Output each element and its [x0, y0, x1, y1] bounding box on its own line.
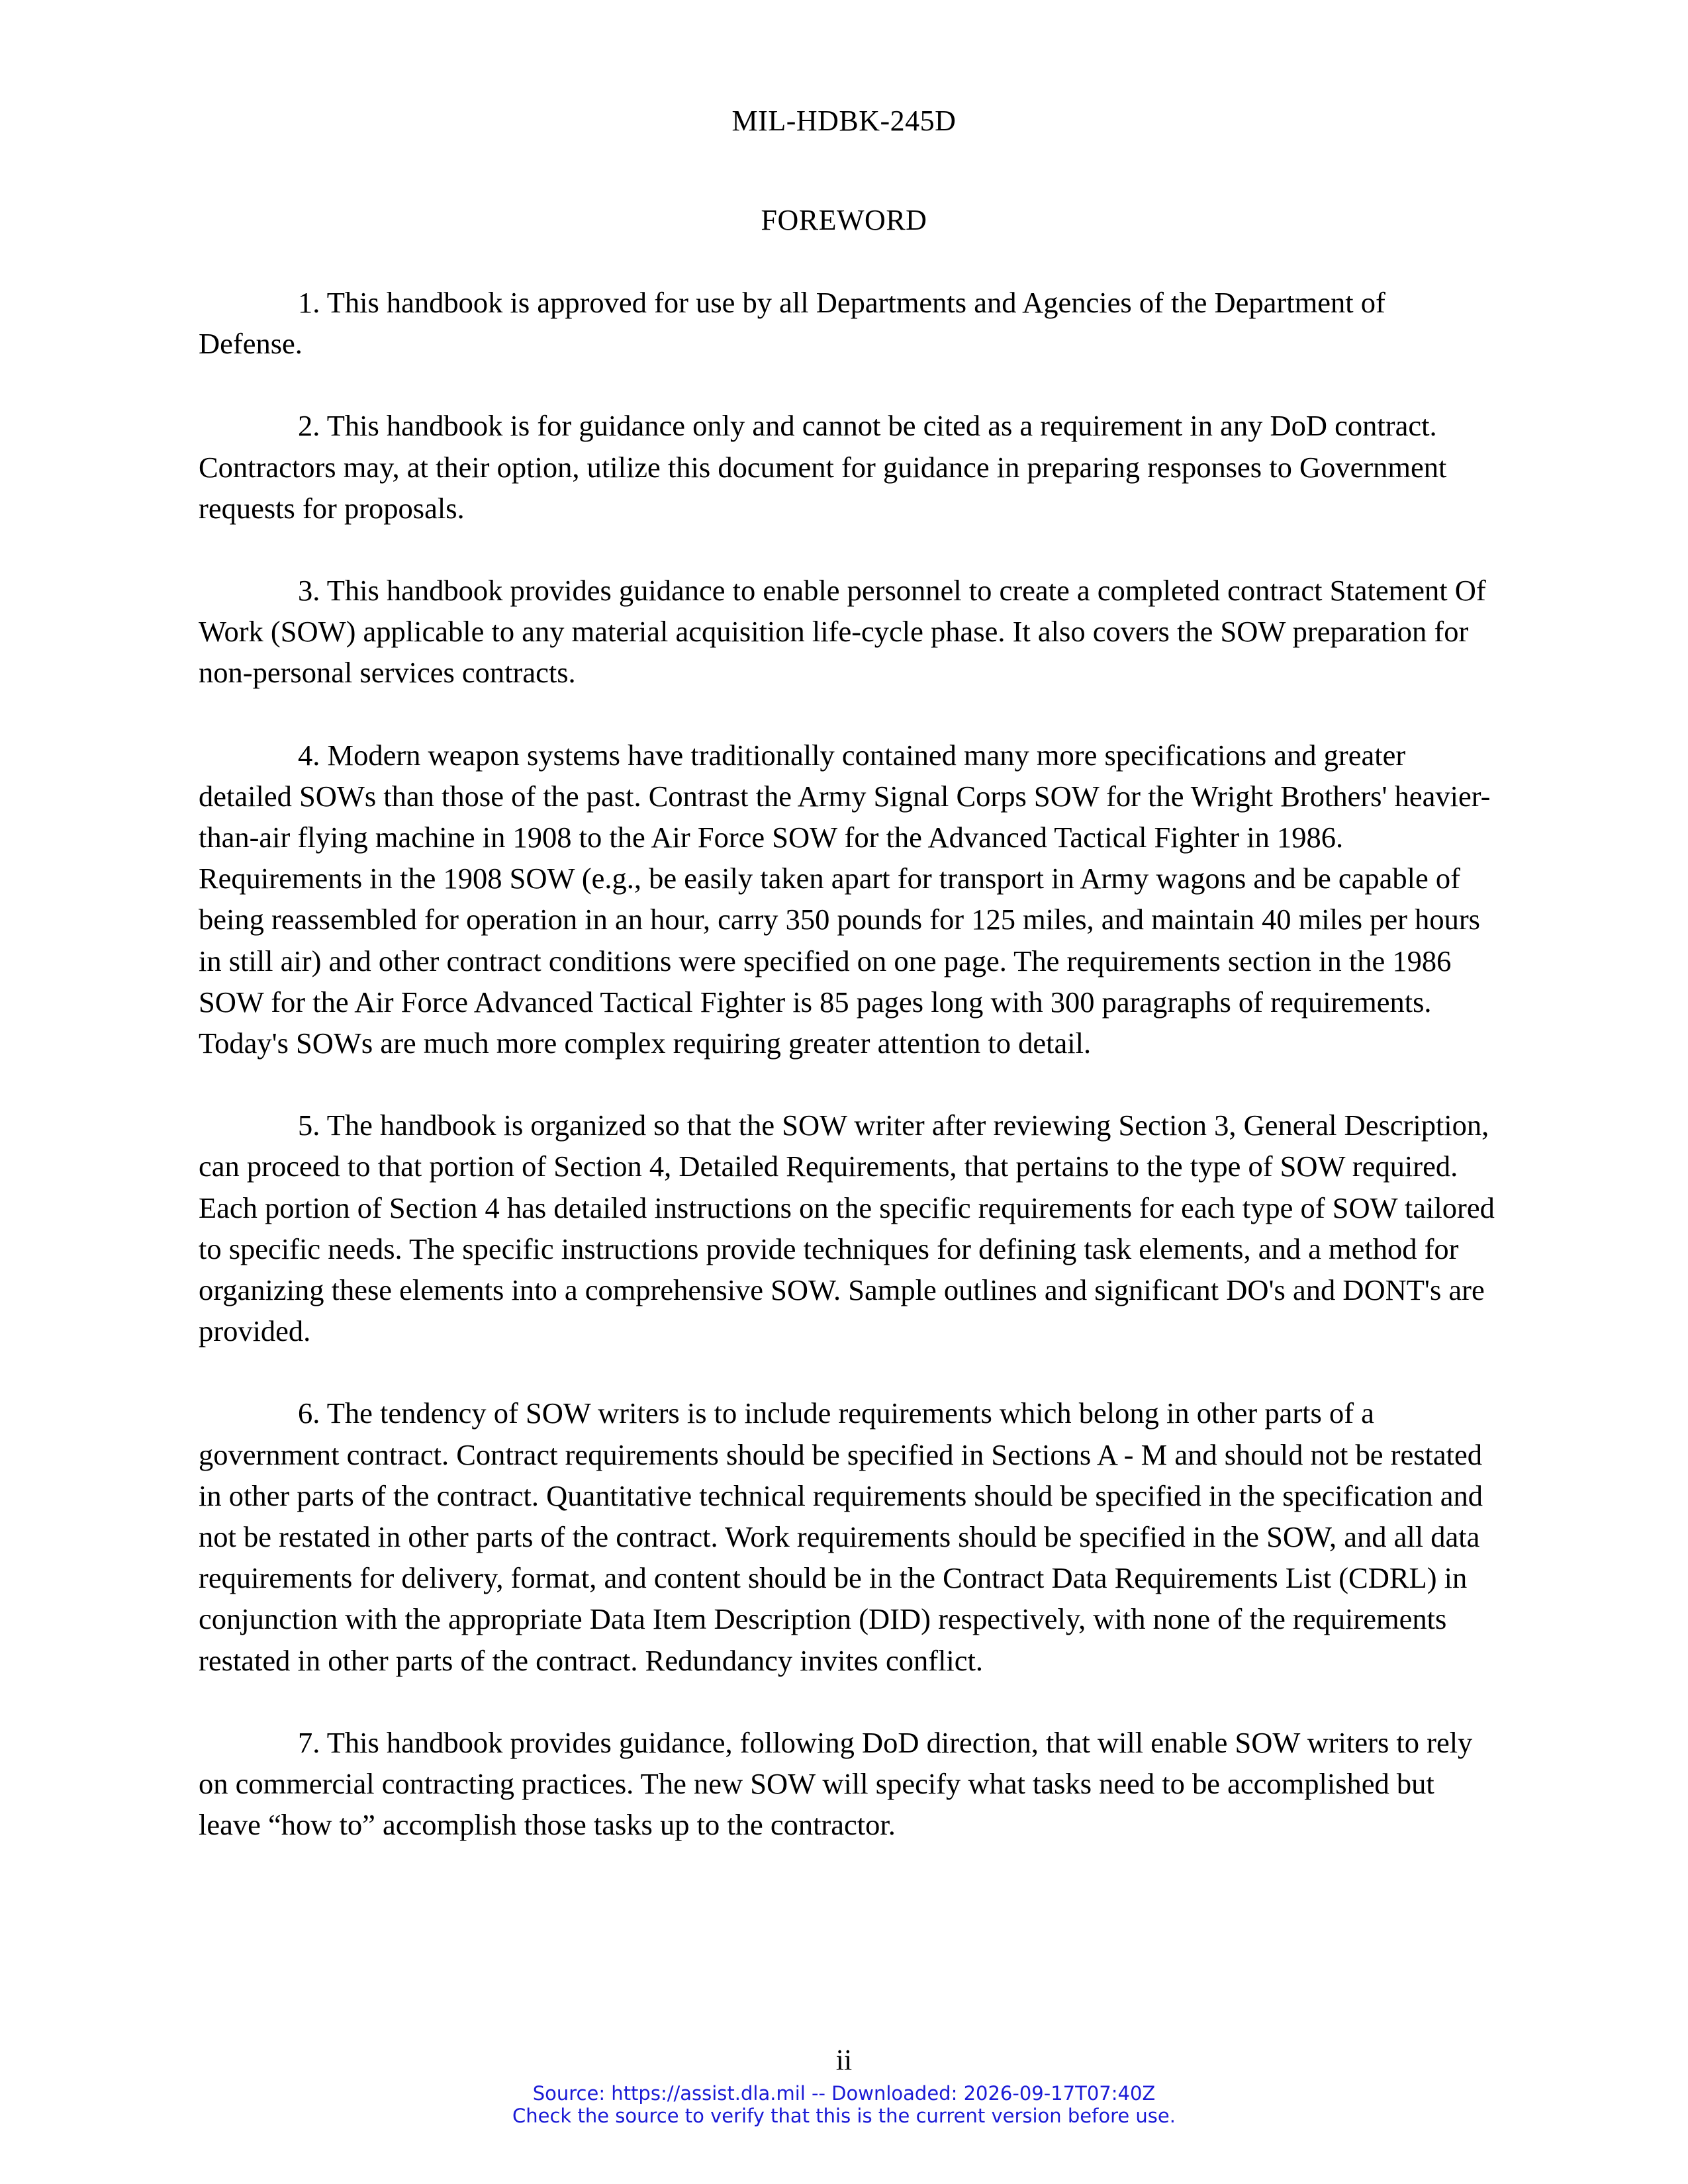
foreword-paragraph-5: 5. The handbook is organized so that the SOW writer after reviewing Section 3, General Description, can proceed to that portion of Section 4, Detailed Requirements, that pertains to the type of SOW required. Each portion of Section 4 has detailed instructions on the specific requirements for each type of SOW tailored to specific needs. The specific instructions provide techniques for defining task elements, and a method for organizing these elements into a comprehensive SOW. Sample outlines and significant DO's and DONT's are provided.: [199, 1109, 1495, 1348]
source-notice: [0, 2082, 1688, 2127]
foreword-heading: FOREWORD: [761, 204, 927, 236]
source-line: Source: https://assist.dla.mil -- Downloaded: 2026-09-17T07:40Z: [532, 2082, 1156, 2105]
foreword-body: [199, 282, 1496, 1887]
verification-line: Check the source to verify that this is the current version before use.: [512, 2105, 1176, 2127]
foreword-paragraph-2: 2. This handbook is for guidance only and cannot be cited as a requirement in any DoD contract. Contractors may, at their option, utilize this document for guidance in preparing responses to Government requests for proposals.: [199, 409, 1447, 525]
foreword-paragraph-7: 7. This handbook provides guidance, following DoD direction, that will enable SOW writers to rely on commercial contracting practices. The new SOW will specify what tasks need to be accomplished but leave “how to” accomplish those tasks up to the contractor.: [199, 1725, 1473, 1842]
foreword-paragraph-4: 4. Modern weapon systems have traditionally contained many more specifications and greater detailed SOWs than those of the past. Contrast the Army Signal Corps SOW for the Wright Brothers' heavier-than-air flying machine in 1908 to the Air Force SOW for the Advanced Tactical Fighter in 1986. Requirements in the 1908 SOW (e.g., be easily taken apart for transport in Army wagons and be capable of being reassembled for operation in an hour, carry 350 pounds for 125 miles, and maintain 40 miles per hours in still air) and other contract conditions were specified on one page. The requirements section in the 1986 SOW for the Air Force Advanced Tactical Fighter is 85 pages long with 300 paragraphs of requirements. Today's SOWs are much more complex requiring greater attention to detail.: [199, 738, 1491, 1060]
foreword-paragraph-6: 6. The tendency of SOW writers is to include requirements which belong in other parts of a government contract. Contract requirements should be specified in Sections A - M and should not be restated in other parts of the contract. Quantitative technical requirements should be specified in the specification and not be restated in other parts of the contract. Work requirements should be specified in the SOW, and all data requirements for delivery, format, and content should be in the Contract Data Requirements List (CDRL) in conjunction with the appropriate Data Item Description (DID) respectively, with none of the requirements restated in other parts of the contract. Redundancy invites conflict.: [199, 1396, 1483, 1677]
document-identifier: MIL-HDBK-245D: [731, 105, 957, 137]
page-number: ii: [835, 2044, 853, 2076]
foreword-paragraph-1: 1. This handbook is approved for use by all Departments and Agencies of the Department of Defense.: [199, 286, 1385, 361]
foreword-paragraph-3: 3. This handbook provides guidance to enable personnel to create a completed contract Statement Of Work (SOW) applicable to any material acquisition life-cycle phase. It also covers the SOW preparation for non-personal services contracts.: [199, 574, 1486, 690]
